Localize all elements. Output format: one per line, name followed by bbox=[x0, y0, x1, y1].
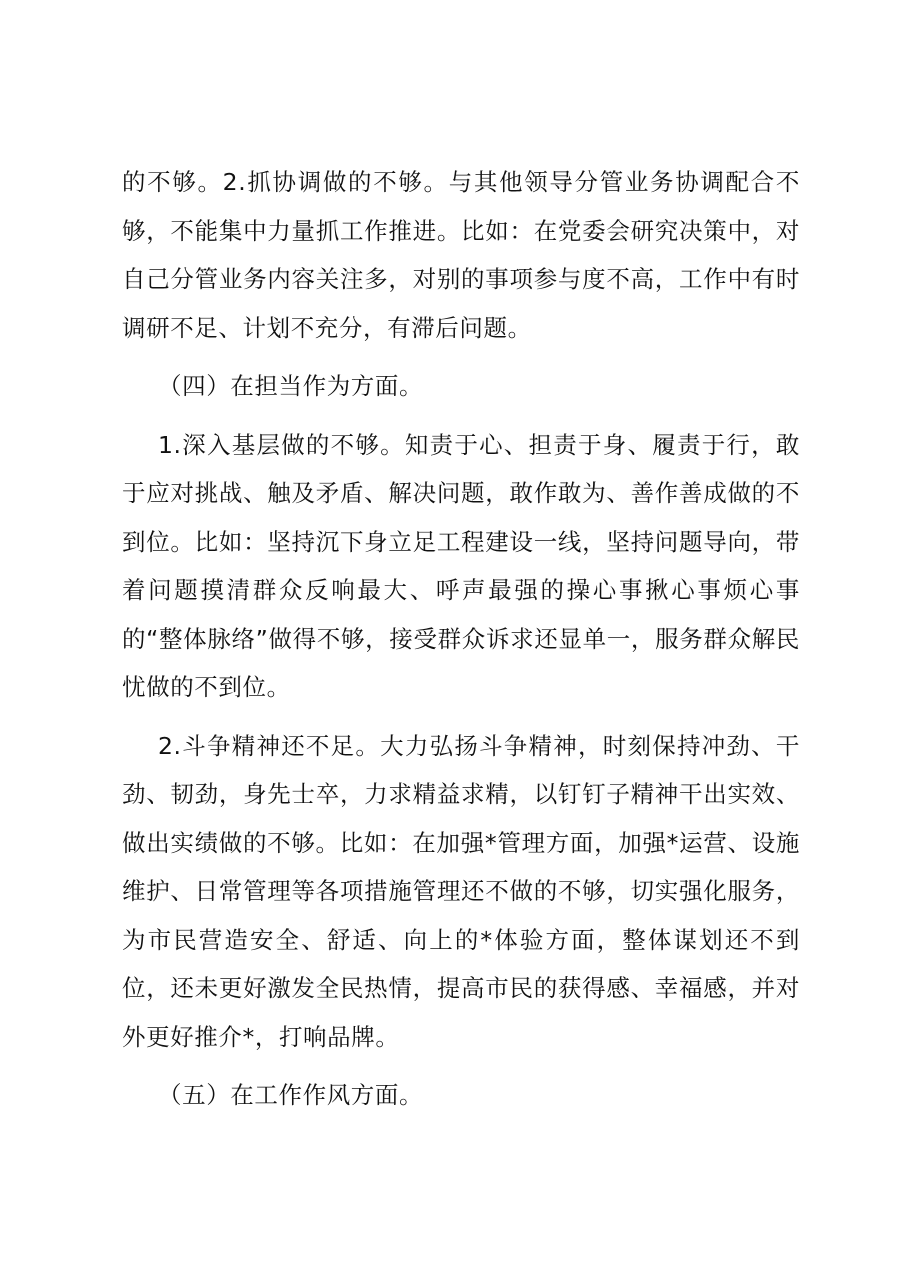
section-heading-five: （五）在工作作风方面。 bbox=[158, 1081, 424, 1109]
paragraph-item-one: 1.深入基层做的不够。知责于心、担责于身、履责于行，敢于应对挑战、触及矛盾、解决问题，敢作敢为、善作善成做的不到位。比如：坚持沉下身立足工程建设一线，坚持问题导向，带着问题摸清群众反响最大、呼声最强的操心事揪心事烦心事的“整体脉络”做得不够，接受群众诉求还显单一，服务群众解民忧做的不到位。 bbox=[122, 430, 800, 701]
document-body bbox=[122, 158, 800, 1130]
paragraph-continuation: 的不够。2.抓协调做的不够。与其他领导分管业务协调配合不够，不能集中力量抓工作推进。比如：在党委会研究决策中，对自己分管业务内容关注多，对别的事项参与度不高，工作中有时调研不足、计划不充分，有滞后问题。 bbox=[122, 168, 800, 342]
section-heading-four: （四）在担当作为方面。 bbox=[158, 372, 424, 400]
paragraph-item-two: 2.斗争精神还不足。大力弘扬斗争精神，时刻保持冲劲、干劲、韧劲，身先士卒，力求精益求精，以钉钉子精神干出实效、做出实绩做的不够。比如：在加强*管理方面，加强*运营、设施维护、日常管理等各项措施管理还不做的不够，切实强化服务，为市民营造安全、舒适、向上的*体验方面，整体谋划还不到位，还未更好激发全民热情，提高市民的获得感、幸福感，并对外更好推介*，打响品牌。 bbox=[122, 731, 800, 1051]
